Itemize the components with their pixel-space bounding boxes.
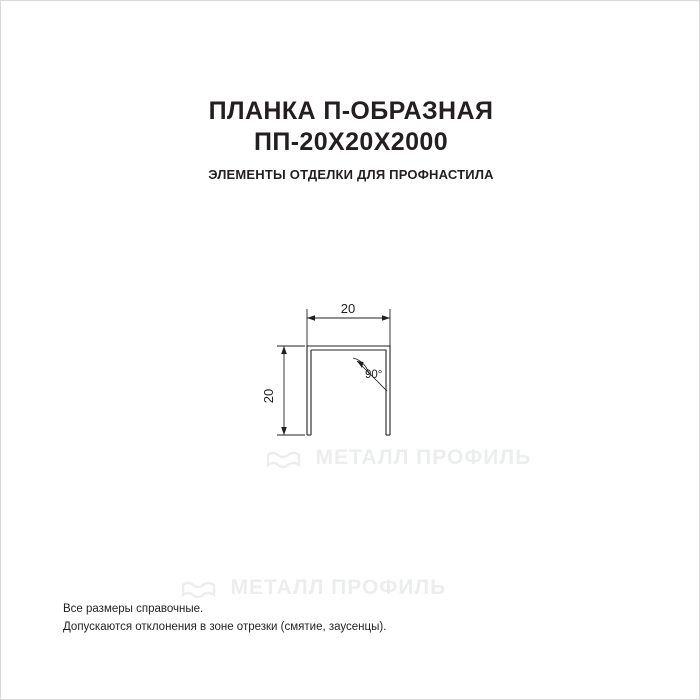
top-dimension-label: 20 — [340, 301, 356, 316]
page-title-line-2: ПП-20Х20Х2000 — [253, 128, 449, 156]
footer-notes — [63, 600, 386, 636]
title-block — [1, 96, 700, 182]
watermark-bottom — [181, 576, 446, 601]
left-dimension-lines — [277, 346, 305, 435]
footer-note-1: Все размеры справочные. — [63, 603, 204, 615]
angle-label: 90° — [365, 369, 383, 381]
page-subtitle: ЭЛЕМЕНТЫ ОТДЕЛКИ ДЛЯ ПРОФНАСТИЛА — [208, 167, 494, 182]
watermark-text: МЕТАЛЛ ПРОФИЛЬ — [230, 576, 447, 599]
left-dimension-label: 20 — [261, 388, 276, 404]
profile-drawing-svg — [1, 201, 700, 531]
technical-drawing — [1, 201, 700, 599]
page-title-line-1: ПЛАНКА П-ОБРАЗНАЯ — [208, 97, 494, 125]
footer-note-2: Допускаются отклонения в зоне отрезки (смятие, заусенцы). — [63, 621, 387, 633]
watermark-text: МЕТАЛЛ ПРОФИЛЬ — [315, 446, 532, 469]
watermark-logo-icon — [181, 579, 217, 601]
profile-outline — [307, 346, 390, 435]
